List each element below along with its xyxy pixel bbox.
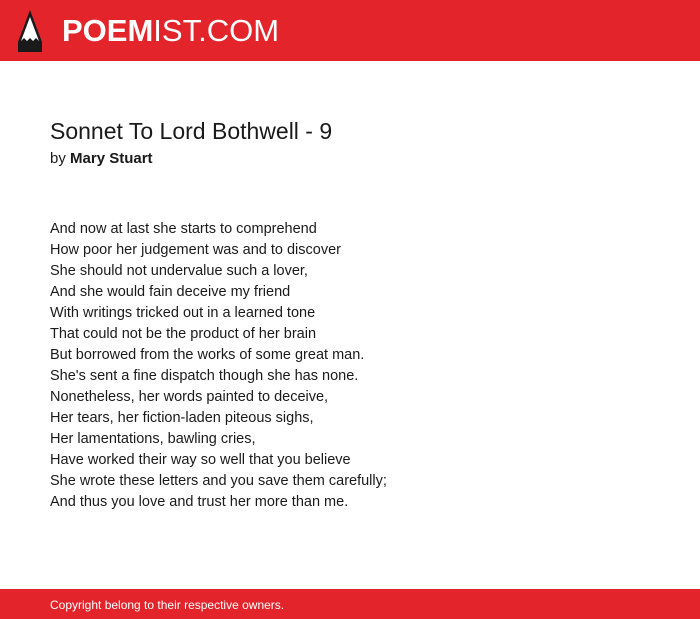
poem-line: With writings tricked out in a learned tone xyxy=(50,305,316,321)
logo-text-light: IST.COM xyxy=(153,13,280,48)
poem-line: She's sent a fine dispatch though she has none. xyxy=(50,368,359,384)
author-name: Mary Stuart xyxy=(70,150,153,167)
poem-line: And now at last she starts to comprehend xyxy=(50,221,317,237)
poem-line: But borrowed from the works of some great man. xyxy=(50,347,365,363)
pencil-tip-icon xyxy=(18,10,42,52)
poem-line: Nonetheless, her words painted to deceive, xyxy=(50,389,329,405)
poem-line: And she would fain deceive my friend xyxy=(50,284,291,300)
poem-line: Her tears, her fiction-laden piteous sighs, xyxy=(50,410,314,426)
poem-line: And thus you love and trust her more than me. xyxy=(50,494,349,510)
logo-text-bold: POEM xyxy=(62,13,154,48)
poem-line: That could not be the product of her brain xyxy=(50,326,317,342)
poem-title: Sonnet To Lord Bothwell - 9 xyxy=(50,118,333,144)
poem-line: Her lamentations, bawling cries, xyxy=(50,431,256,447)
poem-body xyxy=(50,219,387,513)
poem-line: She should not undervalue such a lover, xyxy=(50,263,308,279)
poem-line: How poor her judgement was and to discover xyxy=(50,242,341,258)
site-footer xyxy=(0,589,700,619)
poem-line: Have worked their way so well that you believe xyxy=(50,452,351,468)
by-label: by xyxy=(50,150,66,167)
site-logo-link[interactable] xyxy=(62,13,279,49)
copyright-notice: Copyright belong to their respective owners. xyxy=(50,598,285,612)
poem-line: She wrote these letters and you save them carefully; xyxy=(50,473,387,489)
site-header xyxy=(0,0,700,61)
poem-byline xyxy=(50,148,153,170)
